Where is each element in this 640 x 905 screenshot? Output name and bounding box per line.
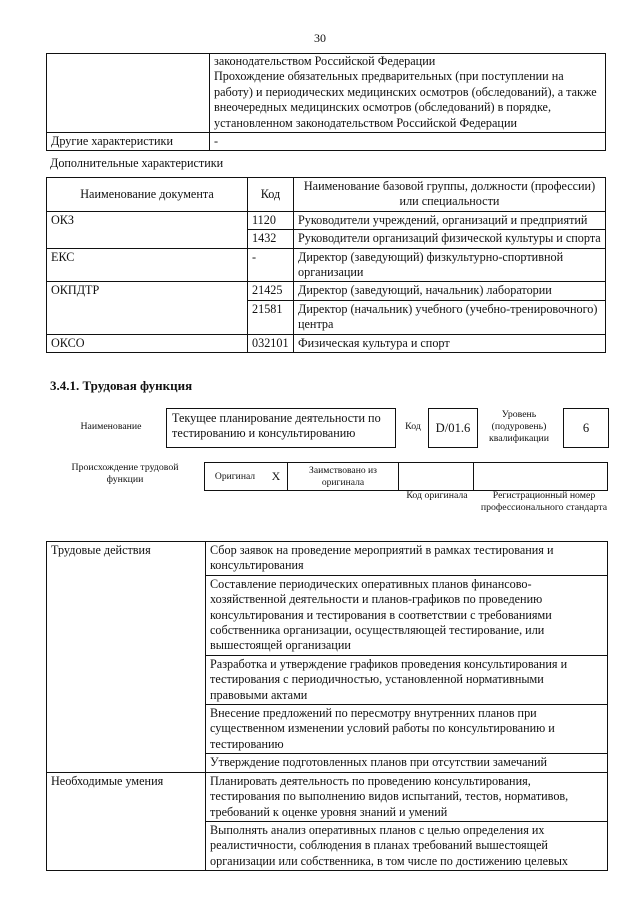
action-item: Разработка и утверждение графиков проведения консультирования и тестирования с периодичностью, установленной нормативными правовыми актами — [206, 655, 608, 704]
borrowed-label: Заимствовано из оригинала — [288, 463, 399, 491]
doc-cell: ОКЗ — [47, 211, 248, 248]
actions-table — [46, 541, 608, 871]
additional-heading: Дополнительные характеристики — [50, 156, 224, 170]
original-label: Оригинал — [205, 463, 266, 491]
action-item: Составление периодических оперативных планов финансово-хозяйственной деятельности и планов-графиков по проведению консультирования и тестирования в соответствии с требованиями собственника организации, осуществляющей тестирование, или вышестоящей организации — [206, 575, 608, 655]
continuation-line: законодательством Российской Федерации — [214, 54, 436, 68]
name-cell: Руководители учреждений, организаций и предприятий — [294, 211, 606, 229]
origin-reg-cell — [474, 463, 608, 491]
action-item: Внесение предложений по пересмотру внутренних планов при существенном изменении условий работы по консультированию и тестированию — [206, 705, 608, 754]
doc-cell: ОКПДТР — [47, 282, 248, 334]
action-item: Утверждение подготовленных планов при отсутствии замечаний — [206, 754, 608, 772]
function-name: Текущее планирование деятельности по тестированию и консультированию — [172, 411, 381, 441]
section-title: 3.4.1. Трудовая функция — [50, 378, 193, 393]
function-code-box — [428, 408, 478, 448]
name-cell: Директор (заведующий, начальник) лаборатории — [294, 282, 606, 300]
section-label: Трудовые действия — [47, 542, 206, 773]
origin-label: Происхождение трудовой функции — [71, 462, 179, 485]
other-characteristics-label: Другие характеристики — [47, 133, 210, 151]
header-code: Код — [248, 178, 294, 212]
level-value: 6 — [582, 421, 590, 435]
section-label: Необходимые умения — [47, 772, 206, 870]
page-number: 30 — [314, 31, 326, 45]
code-cell: 21581 — [248, 300, 294, 334]
code-cell: 21425 — [248, 282, 294, 300]
name-cell: Директор (начальник) учебного (учебно-тренировочного) центра — [294, 300, 606, 334]
code-cell: 032101 — [248, 334, 294, 352]
level-label: Уровень (подуровень) квалификации — [488, 409, 550, 444]
code-cell: 1432 — [248, 230, 294, 248]
other-characteristics-value: - — [210, 133, 606, 151]
doc-cell: ЕКС — [47, 248, 248, 282]
skill-item: Планировать деятельность по проведению консультирования, тестирования по выполнению видов испытаний, тестов, нормативов, требований к оценке уровня знаний и умений — [206, 772, 608, 821]
reg-caption: Регистрационный номер профессионального стандарта — [480, 490, 608, 513]
origin-table — [204, 462, 608, 491]
function-name-box — [166, 408, 396, 448]
additional-table — [46, 177, 606, 353]
doc-cell: ОКСО — [47, 334, 248, 352]
original-mark: X — [265, 463, 288, 491]
header-document: Наименование документа — [47, 178, 248, 212]
level-box — [563, 408, 609, 448]
name-cell: Директор (заведующий) физкультурно-спортивной организации — [294, 248, 606, 282]
name-label: Наименование — [80, 421, 142, 432]
code-label: Код — [405, 421, 421, 432]
name-cell: Физическая культура и спорт — [294, 334, 606, 352]
action-item: Сбор заявок на проведение мероприятий в рамках тестирования и консультирования — [206, 542, 608, 576]
code-caption: Код оригинала — [406, 490, 468, 501]
code-cell: - — [248, 248, 294, 282]
top-table — [46, 53, 606, 151]
name-cell: Руководители организаций физической культуры и спорта — [294, 230, 606, 248]
skill-item: Выполнять анализ оперативных планов с целью определения их реалистичности, соблюдения в планах требований вышестоящей организации или собственника, в том числе по достижению целевых — [206, 821, 608, 870]
origin-code-cell — [399, 463, 474, 491]
function-code: D/01.6 — [435, 421, 471, 435]
code-cell: 1120 — [248, 211, 294, 229]
header-group-name: Наименование базовой группы, должности (профессии) или специальности — [294, 178, 606, 212]
continuation-line: Прохождение обязательных предварительных (при поступлении на работу) и периодических медицинских осмотров (обследований), а также внеочередных медицинских осмотров (обследований) в порядке, установленном законодательством Российской Федерации — [214, 69, 597, 130]
